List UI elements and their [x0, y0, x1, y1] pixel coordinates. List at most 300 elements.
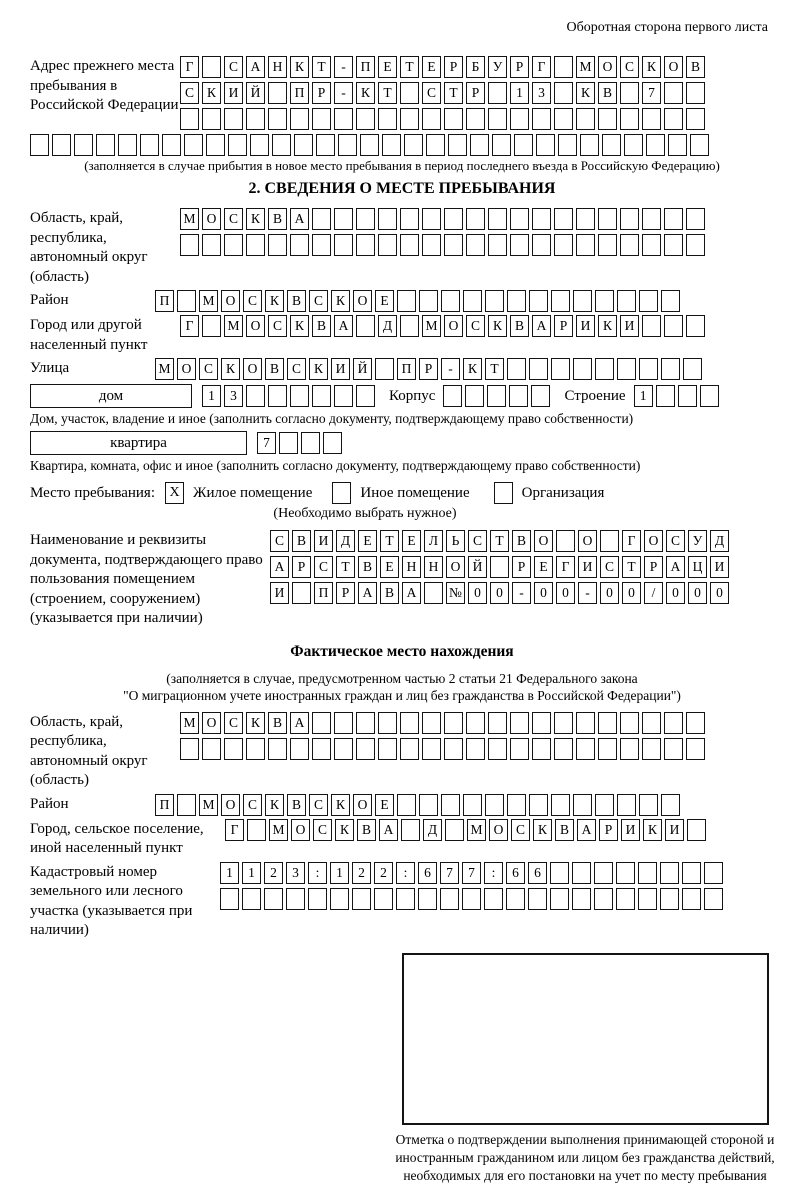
char-cell: С: [224, 208, 243, 230]
char-cell: [400, 82, 419, 104]
char-cell: [272, 134, 291, 156]
char-cell: И: [331, 358, 350, 380]
char-cell: Ь: [446, 530, 465, 552]
checkbox-residential: X: [165, 482, 184, 504]
char-cell: [224, 108, 243, 130]
char-cell: О: [291, 819, 310, 841]
char-cell: [572, 888, 591, 910]
char-cell: К: [309, 358, 328, 380]
char-cell: [52, 134, 71, 156]
char-cell: 0: [600, 582, 619, 604]
actual-region-label: Область, край, республика, автономный округ (область): [30, 712, 180, 791]
char-cell: [382, 134, 401, 156]
char-cell: А: [290, 208, 309, 230]
char-cell: 1: [202, 385, 221, 407]
char-cell: [352, 888, 371, 910]
city-label: Город или другой населенный пункт: [30, 315, 180, 355]
char-cell: [595, 794, 614, 816]
checkbox-other-premises: [332, 482, 351, 504]
char-cell: М: [180, 712, 199, 734]
char-cell: [426, 134, 445, 156]
char-cell: [572, 862, 591, 884]
char-cell: С: [422, 82, 441, 104]
char-cell: [118, 134, 137, 156]
char-cell: 3: [286, 862, 305, 884]
char-cell: К: [246, 208, 265, 230]
char-cell: Й: [246, 82, 265, 104]
char-cell: [551, 290, 570, 312]
char-cell: [424, 582, 443, 604]
char-cell: С: [666, 530, 685, 552]
char-cell: [484, 888, 503, 910]
char-cell: [246, 234, 265, 256]
char-cell: Ц: [688, 556, 707, 578]
char-cell: Р: [419, 358, 438, 380]
char-cell: О: [534, 530, 553, 552]
char-cell: В: [312, 315, 331, 337]
char-cell: [378, 234, 397, 256]
char-cell: Р: [512, 556, 531, 578]
char-cell: [639, 290, 658, 312]
char-cell: М: [199, 794, 218, 816]
actual-region-grids: [180, 712, 705, 791]
char-cell: [338, 134, 357, 156]
char-cell: М: [422, 315, 441, 337]
char-cell: [312, 712, 331, 734]
char-cell: [334, 208, 353, 230]
stamp-area: [375, 953, 795, 1185]
char-cell: К: [290, 315, 309, 337]
char-cell: П: [290, 82, 309, 104]
char-cell: 3: [532, 82, 551, 104]
char-cell: Г: [622, 530, 641, 552]
char-cell: [466, 712, 485, 734]
char-cell: [312, 738, 331, 760]
char-cell: [490, 556, 509, 578]
char-cell: Б: [466, 56, 485, 78]
region-block: [30, 208, 774, 287]
char-cell: [683, 358, 702, 380]
char-cell: [301, 432, 320, 454]
char-cell: :: [308, 862, 327, 884]
char-cell: [642, 738, 661, 760]
char-cell: В: [686, 56, 705, 78]
char-cell: [510, 712, 529, 734]
char-cell: К: [642, 56, 661, 78]
char-cell: [664, 108, 683, 130]
char-cell: [617, 290, 636, 312]
char-cell: О: [202, 712, 221, 734]
char-cell: [598, 234, 617, 256]
char-cell: [576, 234, 595, 256]
char-cell: [550, 888, 569, 910]
char-cell: С: [270, 530, 289, 552]
char-cell: [488, 82, 507, 104]
char-cell: -: [578, 582, 597, 604]
char-cell: Д: [710, 530, 729, 552]
char-cell: А: [358, 582, 377, 604]
char-cell: [661, 794, 680, 816]
char-cell: [642, 234, 661, 256]
char-cell: 0: [622, 582, 641, 604]
char-cell: [206, 134, 225, 156]
char-cell: О: [221, 794, 240, 816]
char-cell: М: [269, 819, 288, 841]
char-cell: К: [290, 56, 309, 78]
char-cell: [177, 290, 196, 312]
char-cell: П: [314, 582, 333, 604]
char-cell: [687, 819, 706, 841]
char-cell: [664, 712, 683, 734]
char-cell: [30, 134, 49, 156]
char-cell: Т: [622, 556, 641, 578]
char-cell: [360, 134, 379, 156]
street-row: [155, 358, 702, 380]
char-cell: П: [356, 56, 375, 78]
char-cell: [316, 134, 335, 156]
char-cell: [704, 862, 723, 884]
char-cell: [290, 385, 309, 407]
char-cell: [202, 315, 221, 337]
actual-location-note-1: (заполняется в случае, предусмотренном частью 2 статьи 21 Федерального закона: [30, 671, 774, 687]
char-cell: [532, 712, 551, 734]
char-cell: 0: [468, 582, 487, 604]
cadastral-label: Кадастровый номер земельного или лесного участка (указывается при наличии): [30, 862, 220, 941]
char-cell: К: [246, 712, 265, 734]
char-cell: [642, 208, 661, 230]
char-cell: [422, 234, 441, 256]
char-cell: [550, 862, 569, 884]
char-cell: 3: [224, 385, 243, 407]
cadastral-block: [30, 862, 774, 941]
char-cell: С: [199, 358, 218, 380]
char-cell: [397, 794, 416, 816]
char-cell: [356, 208, 375, 230]
actual-district-row: [155, 794, 680, 816]
char-cell: [400, 234, 419, 256]
actual-district-block: [30, 794, 774, 816]
char-cell: [202, 108, 221, 130]
house-block: [30, 384, 774, 408]
char-cell: [444, 738, 463, 760]
char-cell: [290, 738, 309, 760]
region-row-1: [180, 208, 705, 230]
char-cell: [576, 108, 595, 130]
char-cell: 1: [220, 862, 239, 884]
char-cell: А: [270, 556, 289, 578]
char-cell: Г: [556, 556, 575, 578]
char-cell: [400, 315, 419, 337]
char-cell: А: [666, 556, 685, 578]
char-cell: 0: [556, 582, 575, 604]
char-cell: 1: [330, 862, 349, 884]
char-cell: О: [446, 556, 465, 578]
char-cell: [286, 888, 305, 910]
actual-district-label: Район: [30, 794, 155, 816]
char-cell: Р: [599, 819, 618, 841]
char-cell: П: [397, 358, 416, 380]
char-cell: [554, 208, 573, 230]
char-cell: В: [357, 819, 376, 841]
char-cell: В: [510, 315, 529, 337]
char-cell: [268, 82, 287, 104]
char-cell: [554, 738, 573, 760]
char-cell: [598, 208, 617, 230]
char-cell: С: [224, 56, 243, 78]
char-cell: Т: [312, 56, 331, 78]
char-cell: [422, 108, 441, 130]
char-cell: 0: [534, 582, 553, 604]
char-cell: [356, 738, 375, 760]
street-block: [30, 358, 774, 380]
char-cell: К: [265, 794, 284, 816]
char-cell: [356, 234, 375, 256]
option-organization-label: Организация: [522, 485, 605, 502]
char-cell: О: [202, 208, 221, 230]
char-cell: [598, 712, 617, 734]
char-cell: [600, 530, 619, 552]
char-cell: Е: [422, 56, 441, 78]
option-other-premises-label: Иное помещение: [360, 485, 469, 502]
char-cell: [554, 712, 573, 734]
char-cell: [664, 208, 683, 230]
char-cell: Т: [378, 82, 397, 104]
char-cell: -: [441, 358, 460, 380]
char-cell: К: [265, 290, 284, 312]
char-cell: 2: [374, 862, 393, 884]
char-cell: А: [246, 56, 265, 78]
char-cell: [400, 738, 419, 760]
char-cell: [620, 82, 639, 104]
char-cell: И: [665, 819, 684, 841]
char-cell: П: [155, 290, 174, 312]
char-cell: [620, 738, 639, 760]
char-cell: Д: [423, 819, 442, 841]
char-cell: Т: [444, 82, 463, 104]
char-cell: Т: [490, 530, 509, 552]
char-cell: [312, 108, 331, 130]
prev-address-row-4: [30, 134, 774, 156]
char-cell: К: [576, 82, 595, 104]
checkbox-organization: [494, 482, 513, 504]
char-cell: А: [402, 582, 421, 604]
option-residential-label: Жилое помещение: [193, 485, 312, 502]
char-cell: [602, 134, 621, 156]
char-cell: И: [224, 82, 243, 104]
char-cell: [401, 819, 420, 841]
char-cell: 7: [440, 862, 459, 884]
char-cell: С: [309, 794, 328, 816]
char-cell: [250, 134, 269, 156]
char-cell: [202, 56, 221, 78]
char-cell: Е: [378, 56, 397, 78]
char-cell: В: [265, 358, 284, 380]
char-cell: [356, 315, 375, 337]
char-cell: [444, 208, 463, 230]
char-cell: С: [224, 712, 243, 734]
house-number-cells: [202, 385, 375, 407]
char-cell: :: [396, 862, 415, 884]
actual-region-row-1: [180, 712, 705, 734]
char-cell: [264, 888, 283, 910]
stay-type-block: [30, 482, 774, 504]
char-cell: К: [488, 315, 507, 337]
char-cell: Р: [312, 82, 331, 104]
char-cell: [290, 108, 309, 130]
char-cell: 7: [462, 862, 481, 884]
korpus-label: Корпус: [389, 388, 435, 405]
char-cell: [96, 134, 115, 156]
char-cell: [532, 108, 551, 130]
char-cell: [378, 738, 397, 760]
char-cell: [532, 234, 551, 256]
actual-region-row-2: [180, 738, 705, 760]
char-cell: [639, 358, 658, 380]
char-cell: И: [621, 819, 640, 841]
char-cell: [180, 108, 199, 130]
char-cell: [488, 208, 507, 230]
cadastral-grids: [220, 862, 723, 941]
char-cell: О: [221, 290, 240, 312]
char-cell: В: [598, 82, 617, 104]
char-cell: [466, 234, 485, 256]
char-cell: Г: [532, 56, 551, 78]
char-cell: Й: [353, 358, 372, 380]
char-cell: Р: [644, 556, 663, 578]
char-cell: [558, 134, 577, 156]
char-cell: В: [512, 530, 531, 552]
char-cell: [334, 108, 353, 130]
char-cell: О: [353, 794, 372, 816]
char-cell: -: [512, 582, 531, 604]
char-cell: [397, 290, 416, 312]
char-cell: [598, 738, 617, 760]
document-row-3: [270, 582, 729, 604]
char-cell: [686, 315, 705, 337]
char-cell: С: [620, 56, 639, 78]
char-cell: О: [246, 315, 265, 337]
char-cell: К: [331, 794, 350, 816]
char-cell: 0: [688, 582, 707, 604]
char-cell: Т: [485, 358, 504, 380]
char-cell: [378, 712, 397, 734]
char-cell: [312, 385, 331, 407]
char-cell: И: [578, 556, 597, 578]
char-cell: [465, 385, 484, 407]
char-cell: У: [488, 56, 507, 78]
char-cell: [598, 108, 617, 130]
char-cell: [576, 208, 595, 230]
char-cell: [682, 888, 701, 910]
char-cell: [246, 385, 265, 407]
char-cell: 1: [634, 385, 653, 407]
char-cell: [617, 358, 636, 380]
char-cell: К: [331, 290, 350, 312]
region-grids: [180, 208, 705, 287]
char-cell: [661, 358, 680, 380]
char-cell: [646, 134, 665, 156]
char-cell: [418, 888, 437, 910]
char-cell: Р: [292, 556, 311, 578]
char-cell: О: [598, 56, 617, 78]
char-cell: С: [287, 358, 306, 380]
char-cell: [580, 134, 599, 156]
char-cell: Р: [466, 82, 485, 104]
char-cell: [462, 888, 481, 910]
char-cell: [682, 862, 701, 884]
section2-title: 2. СВЕДЕНИЯ О МЕСТЕ ПРЕБЫВАНИЯ: [30, 180, 774, 198]
char-cell: [529, 290, 548, 312]
char-cell: М: [199, 290, 218, 312]
stay-type-label: Место пребывания:: [30, 485, 155, 502]
char-cell: [140, 134, 159, 156]
char-cell: [554, 234, 573, 256]
region-row-2: [180, 234, 705, 256]
char-cell: [664, 315, 683, 337]
char-cell: В: [287, 794, 306, 816]
char-cell: [334, 385, 353, 407]
char-cell: Е: [402, 530, 421, 552]
char-cell: [661, 290, 680, 312]
char-cell: [620, 208, 639, 230]
stroenie-cells: [634, 385, 719, 407]
char-cell: [334, 234, 353, 256]
char-cell: [466, 208, 485, 230]
char-cell: [444, 108, 463, 130]
char-cell: [246, 108, 265, 130]
char-cell: С: [466, 315, 485, 337]
char-cell: [595, 358, 614, 380]
char-cell: В: [287, 290, 306, 312]
char-cell: Р: [336, 582, 355, 604]
char-cell: [507, 290, 526, 312]
char-cell: [514, 134, 533, 156]
char-cell: К: [598, 315, 617, 337]
char-cell: [551, 794, 570, 816]
char-cell: [268, 108, 287, 130]
char-cell: [616, 862, 635, 884]
char-cell: [573, 794, 592, 816]
char-cell: [686, 82, 705, 104]
char-cell: Д: [378, 315, 397, 337]
char-cell: О: [444, 315, 463, 337]
char-cell: [268, 234, 287, 256]
char-cell: [620, 712, 639, 734]
char-cell: [507, 358, 526, 380]
char-cell: [312, 208, 331, 230]
char-cell: [638, 888, 657, 910]
char-cell: [485, 794, 504, 816]
char-cell: [463, 290, 482, 312]
char-cell: [617, 794, 636, 816]
char-cell: [444, 234, 463, 256]
char-cell: [246, 738, 265, 760]
char-cell: [247, 819, 266, 841]
prev-address-row-3: [180, 108, 705, 130]
char-cell: [396, 888, 415, 910]
char-cell: [74, 134, 93, 156]
char-cell: С: [468, 530, 487, 552]
char-cell: [228, 134, 247, 156]
char-cell: [678, 385, 697, 407]
char-cell: [443, 385, 462, 407]
char-cell: [639, 794, 658, 816]
char-cell: [656, 385, 675, 407]
char-cell: 1: [242, 862, 261, 884]
char-cell: [180, 738, 199, 760]
char-cell: [532, 208, 551, 230]
char-cell: К: [643, 819, 662, 841]
